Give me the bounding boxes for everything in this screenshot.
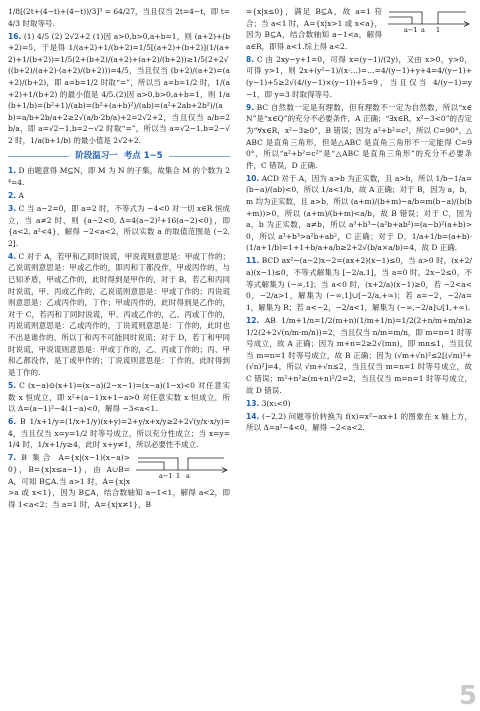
question-number: 14. bbox=[246, 411, 260, 421]
axis-label-a-minus-1: a−1 bbox=[159, 472, 173, 481]
answer-text: C (x−a)⊙(x+1)=(x−a)(2−x−1)=(x−a)(1−x)<0 对任意实数 x 恒成立，即 x²+(a−1)x+1−a>0 对任意实数 x 恒成立，所以 Δ=(a−1)²−4(1−a)<0，解得 −3<a<1. bbox=[8, 380, 230, 414]
question-number: 8. bbox=[246, 54, 255, 64]
answer-1 bbox=[8, 165, 230, 188]
section-range: 考点 1~5 bbox=[123, 150, 163, 161]
section-divider bbox=[169, 156, 230, 157]
axis-label-one: 1 bbox=[436, 26, 441, 34]
answer-text: B 1/x+1/y=(1/x+1/y)(x+y)=2+y/x+x/y≥2+2√(y/x·x/y)=4，当且仅当 x=y=1/2 时等号成立，所以充分性成立；当 x=y=1/4 时，1/x+1/y≥4，此时 x+y≠1，所以必要性不成立. bbox=[8, 417, 230, 450]
axis-label-a: a bbox=[186, 472, 190, 481]
answer-text: B 集合 A={x|(x−1)(x−a)>0}，B={x|x≤a−1}，由 A∪B=A，可知 B⊆A.当 a>1 时，A={x|x>a 或 x<1}，因为 B⊆A，结合数轴知 a−1<1，解得 a<2，即得 1<a<2；当 a=1 时，A={x|x≠1}，B bbox=[8, 453, 230, 509]
answer-6 bbox=[8, 416, 230, 451]
answer-text: BC 自然数一定是有理数，但有理数不一定为自然数，所以“x∈N”是“x∈Q”的充分不必要条件，A 正确；“∃x∈R，x²−3<0”的否定为“∀x∈R，x²−3≥0”，B 错误；因为 a²+b²=c²，所以 C=90°，△ABC 是直角三角形，但是△ABC 是直角三角形不一定能得 C=90°，所以“a²+b²=c²”是“△ABC 是直角三角形”的充分不必要条件，C 错误，D 正确. bbox=[246, 102, 472, 170]
answer-text: C 当 a−2=0，即 a=2 时，不等式为 −4<0 对一切 x∈R 恒成立，当 a≠2 时，则 {a−2<0, Δ=4(a−2)²+16(a−2)<0}，即 {a<2, a²<4}，解得 −2<a<2，所以实数 a 的取值范围是 (−2,2]. bbox=[8, 204, 230, 248]
answer-4 bbox=[8, 251, 230, 379]
right-column bbox=[246, 6, 472, 435]
answer-text: AB 1/m+1/n=1/2(m+n)(1/m+1/n)=1/2(2+n/m+m/n)≥1/2(2+2√(n/m·m/n))=2，当且仅当 n/m=m/n，即 m=n=1 时等号成立，故 A 正确；因为 m+n=2≥2√(mn)，即 mn≤1，当且仅当 m=n=1 时等号成立，故 B 正确；因为 (√m+√n)²≤2[(√m)²+(√n)²]=4，所以 √m+√n≤2，当且仅当 m=n=1 时等号成立，故 C 错误；m²+n²≥(m+n)²/2=2，当且仅当 m=n=1 时等号成立，故 D 错误. bbox=[246, 315, 473, 395]
question-number: 10. bbox=[246, 173, 260, 183]
answer-text: C 由 2xy−y+1=0，可得 x=(y−1)/(2y)，又由 x>0，y>0，可得 y>1，则 2x+(y²−1)/(x·…)=…=4/(y−1)+y+4=4/(y−1)+(y−1)+5≥2√(4/(y−1)×(y−1))+5=9，当且仅当 4/(y−1)=y−1，即 y=3 时取得等号. bbox=[246, 54, 472, 99]
question-number: 11. bbox=[246, 256, 260, 266]
answer-12 bbox=[246, 315, 472, 396]
section-title: 阶段温习一 bbox=[75, 150, 118, 161]
answer-text: D 由题意得 M⊆N，即 M 为 N 的子集，故集合 M 的个数为 2⁴=4. bbox=[8, 166, 230, 187]
answer-14 bbox=[246, 411, 472, 434]
answer-text: ={x|x≤0}，满足 B⊆A，故 a=1 符合；当 a<1 时，A={x|x>1 或 x<a}，因为 B⊆A，结合数轴知 a−1<a，解得 a∈R，即得 a<1.综上得 a<2. bbox=[246, 7, 382, 51]
answer-8 bbox=[246, 54, 472, 100]
answer-text: 3(x₁<0) bbox=[261, 398, 291, 408]
answer-2 bbox=[8, 190, 230, 202]
answer-text: C 对于 A，若甲和乙同时说谎，甲说谎则意思是：甲或丁作的；乙说谎则意思是：甲或乙作的，即丙和丁都没作，甲或丙作的，与已知矛盾，甲或乙作的，此时得到是甲作的，对于 B，若乙和丙同时说谎，甲、丙或乙作的，乙说谎则意思是：甲或丁作的；丙说谎则意思是：乙或丙作的，丁作；甲或丙作的，此时得到是乙作的，对于 C，若丙和丁同时说谎，甲、丙或乙作的，乙、丙或丁作的，丙说谎则意思是：乙或丙作的，丁说谎则意思是：丁作的，此时也不出是谁作的，所以丁和丙不可能同时说谎；对于 D，若丁和甲同时说谎，甲说谎则意思是：甲或丁作的，乙、丙或丁作的；丙、甲和乙都没作，是丁或甲作的；丁说谎则意思是：丁作的，此时得到是丁作的. bbox=[8, 251, 230, 377]
section-header bbox=[8, 151, 230, 163]
answer-text: ACD 对于 A，因为 a>b 为正实数，且 a>b，所以 1/b−1/a=(b−a)/(ab)<0，所以 1/a<1/b，故 A 正确；对于 B，因为 a，b，m 均为正实数，且 a>b，所以 (a+m)/(b+m)−a/b=m(b−a)/(b(b+m))>0，所以 (a+m)/(b+m)<a/b，故 B 错误；对于 C，因为 a，b 为正实数，a≠b，所以 a³+b³−(a²b+ab²)=(a−b)²(a+b)>0，所以 a³+b³>a²b+ab²，C 正确；对于 D，1/a+1/b=(a+b)·(1/a+1/b)=1+1+b/a+a/b≥2+2√(b/a×a/b)=4，故 D 正确. bbox=[246, 173, 472, 253]
answer-5 bbox=[8, 380, 230, 415]
question-number: 9. bbox=[246, 102, 255, 112]
number-line-figure bbox=[134, 454, 230, 480]
section-divider bbox=[8, 156, 69, 157]
page-number: 5 bbox=[458, 681, 477, 711]
left-column bbox=[8, 6, 230, 512]
answer-7 bbox=[8, 452, 230, 510]
question-number: 1. bbox=[8, 166, 17, 176]
question-number: 3. bbox=[8, 204, 17, 213]
question-number: 4. bbox=[8, 251, 17, 261]
answer-11 bbox=[246, 255, 472, 313]
answer-text: (−2,2) 问题等价转换为 f(x)=x²−ax+1 的图象在 x 轴上方，所以 Δ=a²−4<0，解得 −2<a<2. bbox=[246, 411, 472, 433]
answer-16 bbox=[8, 31, 230, 147]
question-number: 2. bbox=[8, 190, 17, 200]
question-number: 6. bbox=[8, 417, 17, 427]
number-line-figure bbox=[386, 8, 472, 34]
axis-label-a: a bbox=[421, 26, 425, 34]
answer-10 bbox=[246, 173, 472, 254]
question-number: 12. bbox=[246, 315, 260, 325]
question-number: 5. bbox=[8, 380, 17, 390]
answer-9 bbox=[246, 102, 472, 172]
answer-7-tail bbox=[246, 6, 472, 52]
answer-15-tail: 1/8[(2t+(4−t)+(4−t))/3]³ = 64/27，当且仅当 2t=4−t，即 t=4/3 时取等号. bbox=[8, 7, 230, 28]
question-number: 7. bbox=[8, 453, 17, 463]
answer-text: BCD ax²−(a−2)x−2=(ax+2)(x−1)≤0，当 a>0 时，(x+2/a)(x−1)≤0，不等式解集为 [−2/a,1]，当 a=0 时，2x−2≤0，不等式解集为 (−∞,1]；当 a<0 时，(x+2/a)(x−1)≥0，若 −2<a<0，−2/a>1，解集为 (−∞,1]∪[−2/a,+∞)；若 a=−2，−2/a=1，解集为 R；若 a<−2，−2/a<1，解集为 (−∞,−2/a]∪[1,+∞). bbox=[246, 256, 472, 312]
axis-label-one: 1 bbox=[176, 472, 181, 481]
answer-13 bbox=[246, 398, 472, 410]
answer-text: (1) 4/5 (2) 2√2+2 (1)因 a>0,b>0,a+b=1，则 (a+2)+(b+2)=5，于是得 1/(a+2)+1/(b+2)=1/5[(a+2)+(b+2)](1/(a+2)+1/(b+2))=1/5(2+(b+2)/(a+2)+(a+2)/(b+2))≥1/5(2+2√((b+2)/(a+2)·(a+2)/(b+2)))=4/5，当且仅当 (b+2)/(a+2)=(a+2)/(b+2)，即 a=b=1/2 时取“=”，所以当 a=b=1/2 时，1/(a+2)+1/(b+2) 的最小值是 4/5.(2)因 a>0,b>0,a+b=1，则 1/a(b+1/b)=(b²+1)/(ab)=(b²+(a+b)²)/(ab)=(a²+2ab+2b²)/(ab)=a/b+2b/a+2≥2√(a/b·2b/a)+2=2√2+2，当且仅当 a/b=2b/a，即 a=√2−1,b=2−√2 时取“=”，所以当 a=√2−1,b=2−√2 时，1/a(b+1/b) 的最小值是 2√2+2. bbox=[8, 31, 231, 146]
answer-text: A bbox=[18, 190, 24, 200]
answer-3 bbox=[8, 203, 230, 249]
question-number: 16. bbox=[8, 31, 22, 41]
question-number: 13. bbox=[246, 398, 260, 408]
axis-label-a-minus-1: a−1 bbox=[404, 26, 418, 34]
